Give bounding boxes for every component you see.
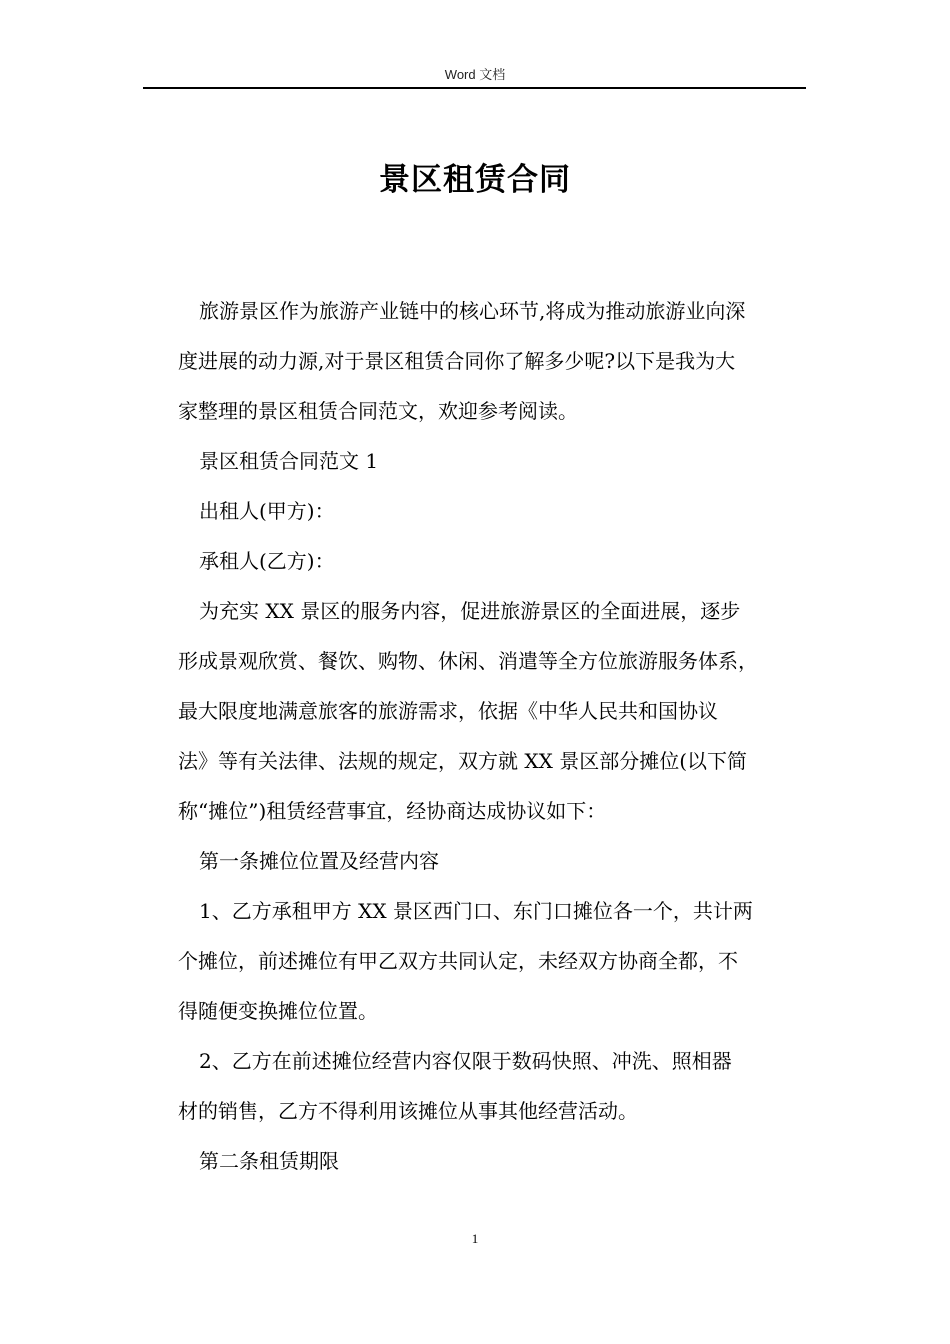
text-line: 1、乙方承租甲方 XX 景区西门口、东门口摊位各一个，共计两 <box>199 899 753 923</box>
text-line: 家整理的景区租赁合同范文，欢迎参考阅读。 <box>178 399 578 423</box>
text-line: 承租人(乙方)： <box>199 549 335 573</box>
text-line: 为充实 XX 景区的服务内容，促进旅游景区的全面进展，逐步 <box>199 599 741 623</box>
text-line: 度进展的动力源,对于景区租赁合同你了解多少呢?以下是我为大 <box>178 349 736 373</box>
text-line: 形成景观欣赏、餐饮、购物、休闲、消遣等全方位旅游服务体系， <box>178 649 758 673</box>
text-line: 景区租赁合同范文 1 <box>199 449 379 473</box>
header-divider <box>143 87 806 89</box>
text-line: 材的销售，乙方不得利用该摊位从事其他经营活动。 <box>178 1099 638 1123</box>
text-line: 第一条摊位位置及经营内容 <box>199 849 439 873</box>
text-line: 旅游景区作为旅游产业链中的核心环节,将成为推动旅游业向深 <box>199 299 746 323</box>
text-line: 称“摊位”)租赁经营事宜，经协商达成协议如下： <box>178 799 607 823</box>
text-line: 得随便变换摊位位置。 <box>178 999 378 1023</box>
document-title: 景区租赁合同 <box>379 162 571 198</box>
paragraph-preamble <box>178 586 818 836</box>
text-line: 最大限度地满意旅客的旅游需求，依据《中华人民共和国协议 <box>178 699 718 723</box>
paragraph-lessor <box>178 486 818 536</box>
paragraph-intro <box>178 286 818 436</box>
text-line: 第二条租赁期限 <box>199 1149 339 1173</box>
document-body <box>178 286 818 1186</box>
text-line: 2、乙方在前述摊位经营内容仅限于数码快照、冲洗、照相器 <box>199 1049 732 1073</box>
paragraph-sample-heading <box>178 436 818 486</box>
page-header: Word 文档 <box>444 67 506 82</box>
text-line: 法》等有关法律、法规的规定，双方就 XX 景区部分摊位(以下简 <box>178 749 747 773</box>
text-line: 出租人(甲方)： <box>199 499 335 523</box>
section-heading-article-2 <box>178 1136 818 1186</box>
clause-1 <box>178 886 818 1036</box>
clause-2 <box>178 1036 818 1136</box>
page-number: 1 <box>471 1231 479 1246</box>
section-heading-article-1 <box>178 836 818 886</box>
text-line: 个摊位，前述摊位有甲乙双方共同认定，未经双方协商全都，不 <box>178 949 738 973</box>
paragraph-lessee <box>178 536 818 586</box>
